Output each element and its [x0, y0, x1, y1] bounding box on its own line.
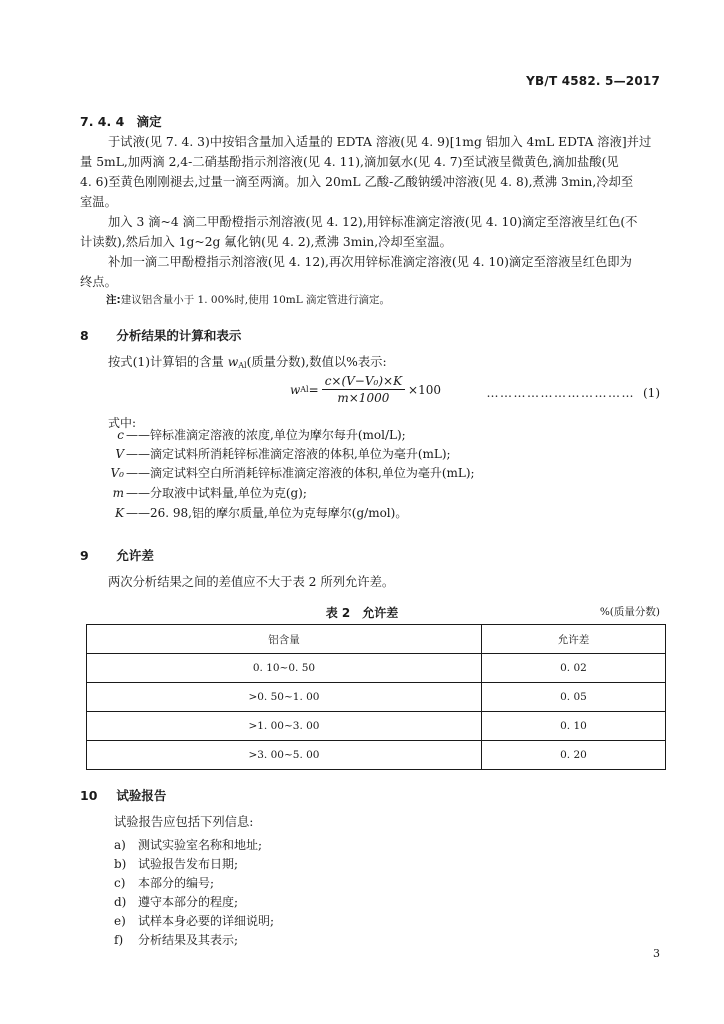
item-text: 试验报告发布日期;: [138, 857, 239, 871]
section-title-10: [80, 786, 166, 804]
text-line: 于试液(见 7. 4. 3)中按铝含量加入适量的 EDTA 溶液(见 4. 9)[1mg 铝加入 4mL EDTA 溶液]并过: [108, 135, 652, 149]
table-row: [87, 712, 666, 741]
table-header-row: [87, 625, 666, 654]
text: (质量分数),数值以%表示:: [246, 355, 387, 369]
formula-lhs: w: [290, 382, 301, 397]
equation-number: [487, 386, 661, 400]
definition-symbol: c: [117, 428, 124, 442]
section-title-9: [80, 546, 154, 564]
table-unit: %(质量分数): [599, 606, 660, 618]
section-number: 8: [80, 328, 89, 343]
definition-row: [106, 504, 407, 521]
definition-symbol: V: [115, 447, 124, 461]
report-item: [114, 931, 238, 948]
section-heading: 分析结果的计算和表示: [116, 328, 242, 343]
column-header: 铝含量: [87, 625, 482, 654]
cell-al-content: >3. 00~5. 00: [87, 741, 482, 770]
item-label: f): [114, 933, 124, 947]
standard-code: YB/T 4582. 5—2017: [526, 74, 660, 88]
item-text: 分析结果及其表示;: [138, 933, 239, 947]
formula-tail: ×100: [408, 382, 442, 397]
report-intro: 试验报告应包括下列信息:: [114, 815, 254, 829]
report-item: [114, 836, 262, 853]
paragraph-titration-2: [80, 212, 660, 252]
report-item: [114, 912, 274, 929]
note-label: 注:: [106, 294, 121, 306]
cell-tolerance: 0. 20: [481, 741, 665, 770]
cell-al-content: >1. 00~3. 00: [87, 712, 482, 741]
definition-row: [106, 445, 451, 462]
report-item: [114, 874, 214, 891]
text: 按式(1)计算铝的含量: [108, 355, 228, 369]
definition-symbol: K: [115, 506, 124, 520]
table-row: [87, 654, 666, 683]
definition-text: ——分取液中试料量,单位为克(g);: [126, 486, 307, 500]
subscript: Al: [238, 361, 247, 370]
section-heading: 试验报告: [116, 788, 167, 803]
cell-al-content: >0. 50~1. 00: [87, 683, 482, 712]
formula: [290, 374, 441, 405]
cell-tolerance: 0. 02: [481, 654, 665, 683]
definition-row: [106, 484, 307, 501]
definition-symbol: m: [112, 486, 124, 500]
subscript: Al: [300, 385, 309, 394]
table-row: [87, 741, 666, 770]
equals-sign: =: [308, 382, 319, 397]
equation: [80, 374, 660, 418]
note: [106, 292, 390, 307]
column-header: 允许差: [481, 625, 665, 654]
item-label: d): [114, 895, 127, 909]
report-item: [114, 893, 238, 910]
definition-text: ——滴定试料空白所消耗锌标准滴定溶液的体积,单位为毫升(mL);: [126, 466, 475, 480]
denominator: m×1000: [337, 391, 390, 405]
item-text: 试样本身必要的详细说明;: [138, 914, 275, 928]
item-label: a): [114, 838, 126, 852]
where-label: 式中:: [108, 416, 137, 430]
section-number: 9: [80, 548, 89, 563]
paragraph-titration-1: [80, 132, 660, 212]
section-title-8: [80, 326, 241, 344]
tolerance-table: [86, 624, 666, 770]
page-number: 3: [653, 947, 660, 960]
definition-row: [106, 464, 475, 481]
fraction: [322, 374, 405, 405]
table-row: [87, 683, 666, 712]
text-line: 4. 6)至黄色刚刚褪去,过量一滴至两滴。加入 20mL 乙酸-乙酸钠缓冲溶液(见 4. 8),煮沸 3min,冷却至: [80, 175, 634, 189]
formula-intro: [108, 352, 648, 376]
text-line: 计读数),然后加入 1g~2g 氟化钠(见 4. 2),煮沸 3min,冷却至室温。: [80, 235, 452, 249]
definition-text: ——锌标准滴定溶液的浓度,单位为摩尔每升(mol/L);: [126, 428, 406, 442]
numerator: c×(V−V₀)×K: [322, 374, 405, 390]
cell-tolerance: 0. 10: [481, 712, 665, 741]
leader-dots: ……………………………: [486, 386, 635, 400]
item-text: 遵守本部分的程度;: [138, 895, 239, 909]
cell-tolerance: 0. 05: [481, 683, 665, 712]
item-label: b): [114, 857, 127, 871]
paragraph-titration-3: [80, 252, 660, 292]
definition-symbol: V₀: [110, 466, 124, 480]
note-text: 建议铝含量小于 1. 00%时,使用 10mL 滴定管进行滴定。: [120, 294, 391, 306]
equation-label: (1): [643, 386, 660, 400]
section-heading: 滴定: [136, 114, 162, 129]
text-line: 室温。: [80, 195, 117, 209]
section-number: 10: [80, 788, 98, 803]
symbol: w: [227, 355, 239, 369]
item-label: e): [114, 914, 126, 928]
definition-text: ——滴定试料所消耗锌标准滴定溶液的体积,单位为毫升(mL);: [126, 447, 451, 461]
definition-text: ——26. 98,铝的摩尔质量,单位为克每摩尔(g/mol)。: [126, 506, 408, 520]
cell-al-content: 0. 10~0. 50: [87, 654, 482, 683]
text-line: 补加一滴二甲酚橙指示剂溶液(见 4. 12),再次用锌标准滴定溶液(见 4. 10)滴定至溶液呈红色即为: [108, 255, 632, 269]
item-text: 测试实验室名称和地址;: [138, 838, 263, 852]
definition-row: [106, 426, 406, 443]
table-caption: 表 2 允许差: [325, 606, 399, 620]
text-line: 终点。: [80, 275, 117, 289]
item-label: c): [114, 876, 126, 890]
section-heading: 允许差: [116, 548, 154, 563]
item-text: 本部分的编号;: [138, 876, 215, 890]
section-number: 7. 4. 4: [80, 114, 125, 129]
text-line: 加入 3 滴~4 滴二甲酚橙指示剂溶液(见 4. 12),用锌标准滴定溶液(见 4. 10)滴定至溶液呈红色(不: [108, 215, 638, 229]
report-item: [114, 855, 238, 872]
tolerance-text: 两次分析结果之间的差值应不大于表 2 所列允许差。: [108, 575, 395, 589]
section-title-7-4-4: [80, 112, 162, 130]
text-line: 量 5mL,加两滴 2,4-二硝基酚指示剂溶液(见 4. 11),滴加氨水(见 4. 7)至试液呈微黄色,滴加盐酸(见: [80, 155, 619, 169]
